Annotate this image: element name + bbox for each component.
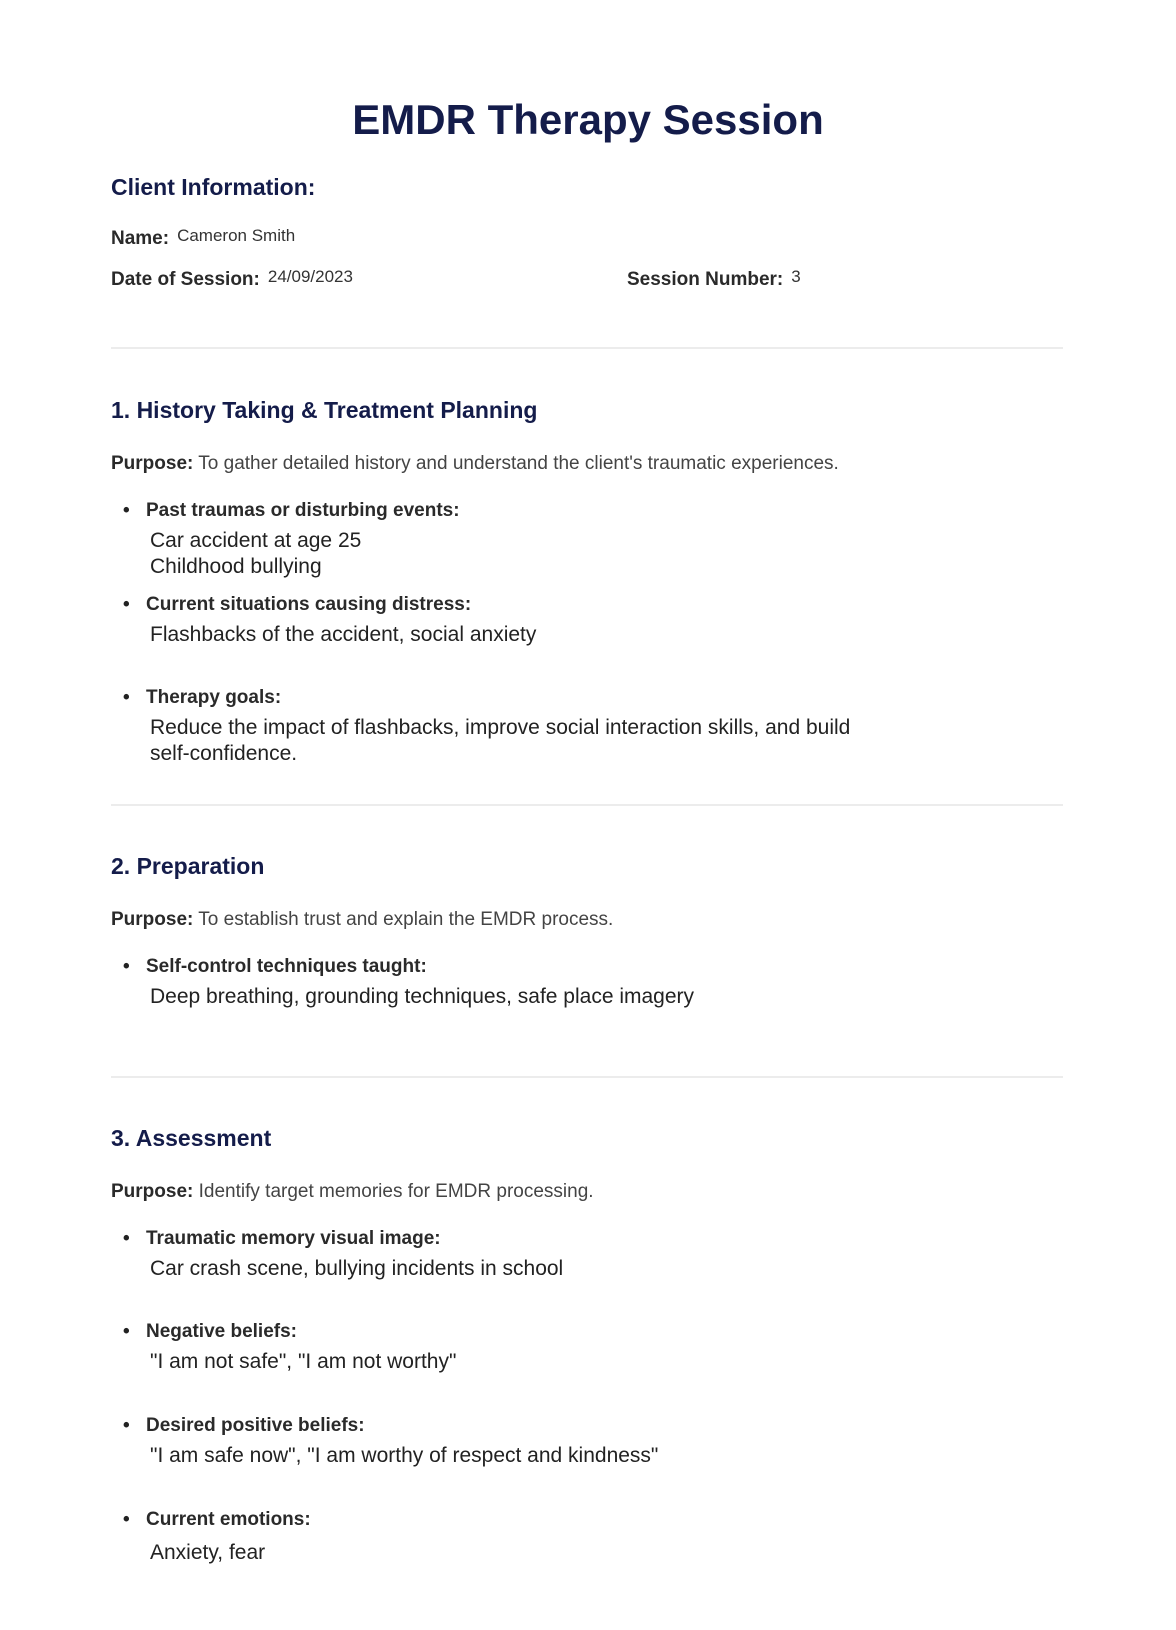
item-label: Self-control techniques taught: (146, 956, 427, 977)
section-heading: 2. Preparation (111, 853, 265, 879)
bullet-icon: • (123, 1509, 130, 1530)
client-info-heading: Client Information: (111, 174, 316, 200)
item-label: Traumatic memory visual image: (146, 1228, 441, 1249)
name-label: Name: (111, 228, 170, 249)
item-value: Childhood bullying (150, 555, 322, 578)
list-item (123, 1321, 1003, 1375)
bullet-icon: • (123, 687, 130, 708)
date-label: Date of Session: (111, 269, 260, 290)
item-value: "I am not safe", "I am not worthy" (150, 1350, 457, 1373)
item-value: self-confidence. (150, 742, 298, 765)
purpose-label: Purpose: (111, 909, 194, 930)
date-value: 24/09/2023 (267, 267, 353, 286)
item-label: Current situations causing distress: (146, 594, 472, 615)
item-label: Negative beliefs: (146, 1321, 297, 1342)
session-number-row (627, 267, 801, 291)
item-value: Anxiety, fear (150, 1541, 266, 1564)
item-value: Reduce the impact of flashbacks, improve social interaction skills, and build (150, 716, 851, 739)
purpose-label: Purpose: (111, 453, 194, 474)
bullet-icon: • (123, 1415, 130, 1436)
list-item (123, 594, 1003, 648)
item-value: Car accident at age 25 (150, 529, 362, 552)
bullet-icon: • (123, 1321, 130, 1342)
session-number-label: Session Number: (627, 269, 784, 290)
list-item (123, 500, 1003, 580)
list-item (123, 1509, 1003, 1566)
divider (111, 347, 1063, 349)
bullet-icon: • (123, 500, 130, 521)
item-label: Desired positive beliefs: (146, 1415, 365, 1436)
item-value: Car crash scene, bullying incidents in school (150, 1257, 564, 1280)
bullet-icon: • (123, 956, 130, 977)
client-name-row (111, 226, 295, 250)
session-number-value: 3 (791, 267, 801, 286)
section-purpose (111, 453, 839, 475)
purpose-text: Identify target memories for EMDR processing. (198, 1181, 594, 1202)
item-value: "I am safe now", "I am worthy of respect and kindness" (150, 1444, 659, 1467)
list-item (123, 1415, 1003, 1469)
item-label: Current emotions: (146, 1509, 311, 1530)
list-item (123, 956, 1003, 1010)
divider (111, 1076, 1063, 1078)
divider (111, 804, 1063, 806)
item-label: Past traumas or disturbing events: (146, 500, 460, 521)
item-value: Flashbacks of the accident, social anxiety (150, 623, 537, 646)
name-value: Cameron Smith (177, 226, 296, 245)
purpose-text: To establish trust and explain the EMDR process. (198, 909, 614, 930)
list-item (123, 1228, 1003, 1282)
section-purpose (111, 1181, 594, 1203)
bullet-icon: • (123, 1228, 130, 1249)
bullet-icon: • (123, 594, 130, 615)
item-label: Therapy goals: (146, 687, 282, 708)
section-purpose (111, 909, 613, 931)
document-title: EMDR Therapy Session (352, 96, 824, 143)
session-date-row (111, 267, 353, 291)
section-heading: 3. Assessment (111, 1125, 272, 1151)
list-item (123, 687, 1003, 767)
purpose-label: Purpose: (111, 1181, 194, 1202)
purpose-text: To gather detailed history and understand the client's traumatic experiences. (198, 453, 839, 474)
item-value: Deep breathing, grounding techniques, safe place imagery (150, 985, 695, 1008)
section-heading: 1. History Taking & Treatment Planning (111, 397, 538, 423)
